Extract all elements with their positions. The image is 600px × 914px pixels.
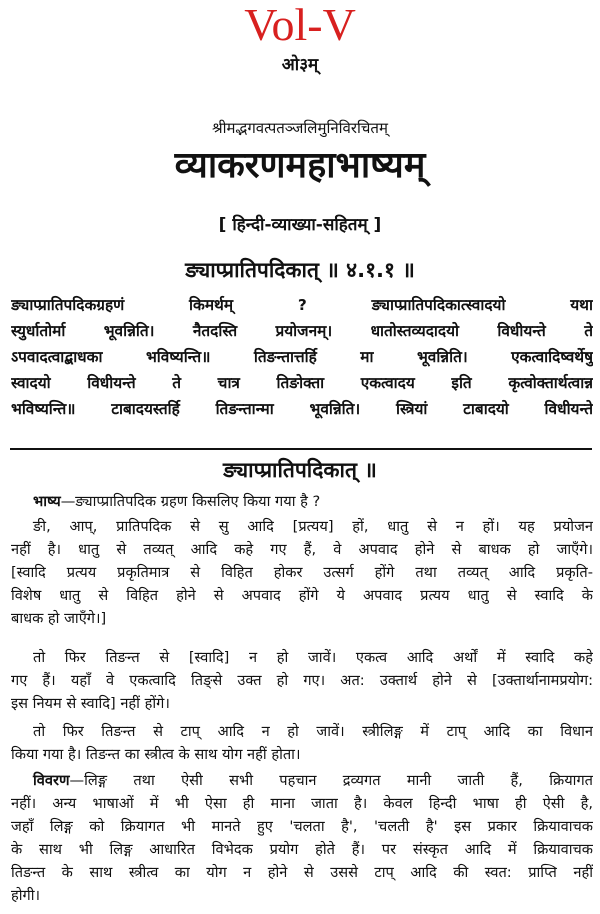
paragraph-line: नहीं है। धातु से तव्यत् आदि कहे गए हैं, वे अपवाद होने से बाधक हो जाएँगे।: [11, 541, 593, 558]
vivaran-paragraph: [11, 769, 593, 907]
bhashya-line: ङ्याप्प्रातिपदिकग्रहणं किमर्थम् ? ङ्याप्प्रातिपदिकात्स्वादयो यथा: [11, 296, 593, 314]
paragraph-line: ङी, आप्, प्रातिपदिक से सु आदि [प्रत्यय] हों, धातु से न हों। यह प्रयोजन: [33, 518, 593, 535]
commentary-heading: ङ्याप्प्रातिपदिकात् ॥: [223, 458, 377, 482]
book-subtitle: [ हिन्दी-व्याख्या-सहितम् ]: [218, 215, 382, 235]
paragraph-line: होगी।: [11, 887, 41, 904]
om-invocation: ओ३म्: [281, 55, 319, 75]
bhashya-question-text: —ङ्याप्प्रातिपदिक ग्रहण किसलिए किया गया है ?: [60, 493, 321, 510]
bhashya-line: भविष्यन्ति॥ टाबादयस्तर्हि तिङन्तान्मा भूवन्निति। स्त्रियां टाबादयो विधीयन्ते: [11, 400, 593, 418]
paragraph-line: नहीं। अन्य भाषाओं में भी ऐसा ही माना जाता है। केवल हिन्दी भाषा ही ऐसी है,: [11, 795, 593, 812]
commentary-paragraph-1: [11, 515, 593, 630]
bhashya-line: स्युर्धातोर्मा भूवन्निति। नैतदस्ति प्रयोजनम्। धातोस्तव्यदादयो विधीयन्ते ते: [11, 322, 593, 340]
paragraph-line: तो फिर तिङन्त से [स्वादि] न हो जावें। एकत्व आदि अर्थों में स्वादि कहे: [33, 649, 593, 666]
paragraph-line: गए हैं। यहाँ वे एकत्वादि तिङ्से उक्त हो गए। अत: उक्तार्थ होने से [उक्तार्थानामप्रयोग:: [11, 672, 593, 689]
paragraph-line: तिङन्त के साथ स्त्रीत्व का योग न होने से उससे टाप् आदि की स्वत: प्राप्ति नहीं: [11, 864, 593, 881]
bhashya-line: स्वादयो विधीयन्ते ते चात्र तिङोक्ता एकत्वादय इति कृत्वोक्तार्थत्वान्न: [11, 374, 593, 392]
commentary-paragraph-2: [11, 646, 593, 715]
bhashya-label: भाष्य: [33, 493, 61, 510]
section-divider: [10, 448, 592, 450]
bhashya-question: [11, 490, 593, 513]
commentary-paragraph-3: [11, 720, 593, 766]
paragraph-line: जहाँ लिङ्ग को क्रियागत भी मानते हुए 'चलता है', 'चलती है' इस प्रकार क्रियावाचक: [11, 818, 593, 835]
paragraph-line: तो फिर तिङन्त से टाप् आदि न हो जावें। स्त्रीलिङ्ग में टाप् आदि का विधान: [33, 723, 593, 740]
paragraph-line: [स्वादि प्रत्यय प्रकृतिमात्र से विहित होकर उत्सर्ग होंगे तथा तव्यत् आदि प्रकृति-: [11, 564, 593, 581]
bhashya-line: ऽपवादत्वाद्बाधका भविष्यन्ति॥ तिङन्तात्तर्हि मा भूवन्निति। एकत्वादिष्वर्थेषु: [11, 348, 593, 366]
author-line: श्रीमद्भगवत्पतञ्जलिमुनिविरचितम्: [212, 119, 388, 137]
sutra-heading: ङ्याप्प्रातिपदिकात् ॥ ४.१.१ ॥: [185, 258, 415, 282]
paragraph-line: इस नियम से स्वादि] नहीं होंगे।: [11, 695, 170, 712]
vivaran-first-line: —लिङ्ग तथा ऐसी सभी पहचान द्रव्यगत मानी जाती हैं, क्रियागत: [69, 772, 593, 789]
paragraph-line: विशेष धातु से विहित होने से अपवाद होंगे ये अपवाद प्रत्यय धातु से स्वादि के: [11, 587, 593, 604]
sanskrit-bhashya: [11, 292, 593, 422]
book-title: व्याकरणमहाभाष्यम्: [174, 145, 426, 186]
paragraph-line: के साथ भी लिङ्ग आधारित विभेदक प्रयोग होते हैं। पर संस्कृत आदि में क्रियावाचक: [11, 841, 593, 858]
paragraph-line: किया गया है। तिङन्त का स्त्रीत्व के साथ योग नहीं होता।: [11, 746, 301, 763]
vivaran-label: विवरण: [33, 772, 70, 789]
paragraph-line: बाधक हो जाएँगे।]: [11, 610, 107, 627]
volume-label: Vol-V: [244, 0, 356, 50]
